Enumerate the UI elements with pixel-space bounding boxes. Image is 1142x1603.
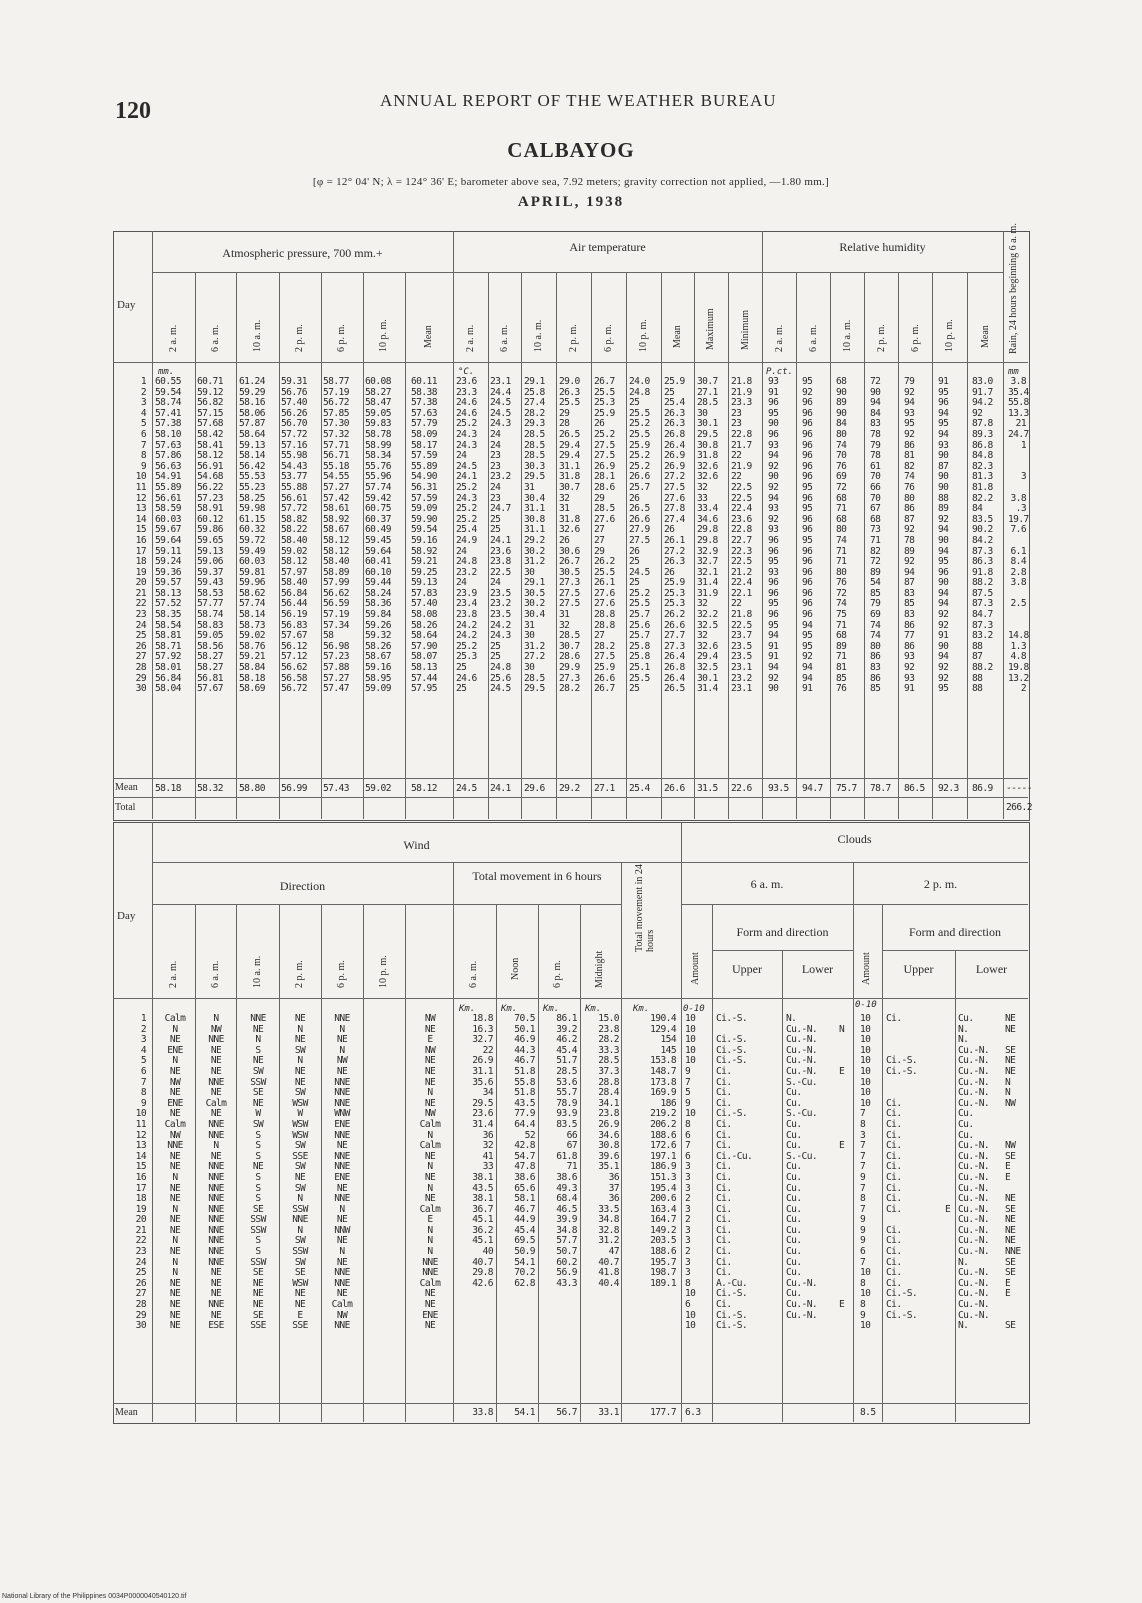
temp-2am-column: 23.6 23.3 24.6 24.6 25.2 24.3 24.3 24 24.5 24.1 25.2 24.3 25.2 25.2 25.4 24.9 24 24.8 23.2 24 23.9 23.4 23.8 24.2 24.2 25.2 25.3 25 24.6 25 bbox=[456, 376, 477, 695]
lower-day-column: 1 2 3 4 5 6 7 8 9 10 11 12 13 14 15 16 17 18 19 20 21 22 23 24 25 26 27 28 29 30 bbox=[135, 1013, 146, 1332]
unit-km-noon: Km. bbox=[501, 1004, 518, 1014]
lower-2pm-label: Lower bbox=[975, 962, 1008, 976]
cloud-upper-6am-column: Ci.-S. Ci.-S. Ci.-S. Ci.-S. Ci. Ci. Ci. Ci. Ci.-S. Ci. Ci. Ci. Ci.-Cu. Ci. Ci. Ci. Ci. Ci. Ci. Ci. Ci. Ci. Ci. Ci. A.-Cu. Ci.-S. Ci. Ci.-S. Ci.-S. bbox=[716, 1013, 753, 1332]
mean-rh-2pm: 78.7 bbox=[870, 783, 891, 794]
pressure-hour-2am: 2 a. m. bbox=[168, 324, 179, 352]
upper-total-label: Total bbox=[115, 802, 136, 813]
mean-temp-mean: 26.6 bbox=[664, 783, 685, 794]
movement-24h-label: Total movement in 24 hours bbox=[634, 864, 656, 952]
temp-hour-2am: 2 a. m. bbox=[465, 324, 476, 352]
dir-hour-10pm: 10 p. m. bbox=[378, 955, 389, 988]
temp-max-column: 30.7 27.1 28.5 30 30.1 29.5 30.8 31.8 32.6 32.6 32 33 33.4 34.6 29.8 29.8 32.9 32.7 32.1 31.4 31.9 32 32.2 32.5 32 32.6 29.4 32.5 30.1 31.4 bbox=[697, 376, 718, 695]
total-rain: 266.2 bbox=[1006, 802, 1032, 813]
rh-hour-6am: 6 a. m. bbox=[808, 324, 819, 352]
unit-rain: mm bbox=[1008, 367, 1019, 377]
upper-2pm-label: Upper bbox=[903, 962, 934, 976]
cloud-lower-6am-column: N. Cu.-N. Cu.-N. Cu.-N. Cu.-N. Cu.-N. S.-Cu. Cu. Cu. S.-Cu. Cu. Cu. Cu. S.-Cu. Cu. Cu. Cu. Cu. Cu. Cu. Cu. Cu. Cu. Cu. Cu. Cu.-N. Cu. Cu.-N. Cu.-N. bbox=[786, 1013, 818, 1321]
temp-hour-2pm: 2 p. m. bbox=[568, 324, 579, 352]
mean-cloud-amount-2pm: 8.5 bbox=[860, 1407, 876, 1418]
temp-hour-10pm: 10 p. m. bbox=[638, 319, 649, 352]
move-6am-column: 18.8 16.3 32.7 22 26.9 31.1 35.6 34 29.5 23.6 31.4 36 32 41 33 38.1 43.5 38.1 36.7 45.1 36.2 45.1 40 40.7 29.8 42.6 bbox=[472, 1013, 493, 1289]
cloud-upper-2pm-column: Ci. Ci.-S. Ci.-S. Ci. Ci. Ci. Ci. Ci. Ci. Ci. Ci. Ci. Ci. Ci. Ci. Ci. Ci. Ci. Ci. Ci. Ci.-S. Ci. Ci.-S. bbox=[886, 1013, 918, 1321]
mean-move-midnight: 33.1 bbox=[598, 1407, 619, 1418]
report-month: APRIL, 1938 bbox=[517, 194, 625, 210]
upper-6am-label: Upper bbox=[732, 962, 762, 976]
temp-mean-column: 25.9 25 25.4 26.3 26.3 26.8 26.4 26.9 26.9 27.2 27.5 27.6 27.8 27.4 26 26.1 27.2 26.3 26 25.9 25.3 25.3 26.2 26.6 27.7 27.3 26.4 26.8 26.4 26.5 bbox=[664, 376, 685, 695]
pressure-10pm-column: 60.08 58.27 58.47 59.05 59.83 58.78 58.99 58.34 55.76 55.96 57.74 59.42 60.75 60.37 60.49 59.45 59.64 60.41 60.10 59.44 58.24 58.36 59.84 59.26 59.32 58.26 58.67 59.16 58.95 59.09 bbox=[365, 376, 391, 695]
mean-cloud-amount-6am: 6.3 bbox=[685, 1407, 701, 1418]
station-title: CALBAYOG bbox=[507, 138, 635, 162]
dir-hour-2pm: 2 p. m. bbox=[294, 960, 305, 988]
movement-6h-label: Total movement in 6 hours bbox=[472, 869, 602, 883]
mean-temp-min: 22.6 bbox=[731, 783, 752, 794]
upper-mean-label: Mean bbox=[115, 782, 138, 793]
dir-2am-column: Calm N NE ENE N NE NW NE ENE NE Calm NW NNE NE NE N NE NE N NE NE N NE N N NE NE NE NE NE bbox=[164, 1013, 186, 1332]
cloud-amount-2pm-column: 10 10 10 10 10 10 10 10 10 7 8 3 7 7 7 9 7 8 7 9 9 9 6 7 10 8 10 8 9 10 bbox=[860, 1013, 871, 1332]
rain-column: 3.8 35.4 55.8 13.3 21 24.7 1 3 3.8 .3 19.7 7.6 6.1 8.4 2.8 3.8 2.5 14.8 1.3 4.8 19.8 13.2 2 bbox=[1008, 376, 1029, 695]
rh-2am-column: 93 91 96 95 90 96 93 94 92 90 92 94 93 92 93 96 96 95 93 96 96 95 96 95 94 91 91 94 92 90 bbox=[768, 376, 779, 695]
mean-pressure-10pm: 59.02 bbox=[365, 783, 391, 794]
cloud-lower-6am-direction: N E E E bbox=[839, 1023, 845, 1311]
lower-mean-label: Mean bbox=[115, 1407, 138, 1418]
rh-hour-2pm: 2 p. m. bbox=[876, 324, 887, 352]
dir-hour-6pm: 6 p. m. bbox=[336, 960, 347, 988]
rh-mean-column: 83.0 91.7 94.2 92 87.8 89.3 86.8 84.8 82.3 81.3 81.8 82.2 84 83.5 90.2 84.2 87.3 86.3 91.8 88.2 87.5 87.3 84.7 87.3 83.2 88 87 88.2 88 88 bbox=[972, 376, 993, 695]
temp-hour-10am: 10 a. m. bbox=[533, 319, 544, 352]
dir-10pm-column: NW NE E NW NE NE NE N NE NW Calm N Calm NE N NE N NE Calm E N N N NNE NNE Calm NE NE ENE NE bbox=[419, 1013, 441, 1332]
temp-10pm-column: 24.0 24.8 25 25.5 25.2 25.5 25.9 25.2 25.2 26.6 25.7 26 26.5 26.6 27.9 27.5 26 25 24.5 25 25.2 25.5 25.7 25.6 25.7 25.8 25.8 25.1 25.5 25 bbox=[629, 376, 650, 695]
clouds-6am-label: 6 a. m. bbox=[750, 877, 784, 891]
temp-min-column: 21.8 21.9 23.3 23 23 22.8 21.7 22 21.9 22 22.5 22.5 22.4 23.6 22.8 22.7 22.3 22.5 21.2 22.4 22.1 22 21.8 22.5 23.7 23.5 23.5 23.1 23.2 23.1 bbox=[731, 376, 752, 695]
mean-rh-2am: 93.5 bbox=[768, 783, 789, 794]
day-header: Day bbox=[117, 299, 136, 311]
move-hour-noon: Noon bbox=[510, 957, 521, 980]
mean-temp-6am: 24.1 bbox=[490, 783, 511, 794]
mean-temp-2am: 24.5 bbox=[456, 783, 477, 794]
rh-6am-column: 95 92 96 96 96 96 96 96 96 96 95 96 95 96 96 95 96 96 96 96 96 96 96 94 95 95 92 94 94 91 bbox=[802, 376, 813, 695]
move-6pm-column: 86.1 39.2 46.2 45.4 51.7 28.5 53.6 55.7 78.9 93.9 83.5 66 67 61.8 71 38.6 49.3 68.4 46.5 39.9 34.8 57.7 50.7 60.2 56.9 43.3 bbox=[556, 1013, 577, 1289]
mean-temp-2pm: 29.2 bbox=[559, 783, 580, 794]
unit-pressure: mm. bbox=[158, 367, 175, 377]
mean-move-6pm: 56.7 bbox=[556, 1407, 577, 1418]
mean-rh-10am: 75.7 bbox=[836, 783, 857, 794]
mean-rh-10pm: 92.3 bbox=[938, 783, 959, 794]
temp-2pm-column: 29.0 26.3 25.5 29 28 26.5 29.4 29.4 31.1 31.8 30.7 32 31 31.8 32.6 26 30.6 26.7 30.5 27.3 27.5 27.5 31 32 28.5 30.7 28.6 29.9 27.3 28.2 bbox=[559, 376, 580, 695]
temp-6am-column: 23.1 24.4 24.5 24.5 24.3 24 24 23 23 23.2 24 23 24.7 25 25 24.1 23.6 23.8 22.5 24 23.5 23.2 23.5 24.2 24.3 25 25 24.8 25.6 24.5 bbox=[490, 376, 511, 695]
clouds-2pm-label: 2 p. m. bbox=[923, 877, 958, 891]
station-coordinates: [φ = 12° 04' N; λ = 124° 36' E; barometer above sea, 7.92 meters; gravity correction not applied, —1.80 mm.] bbox=[312, 176, 830, 188]
temp-mean-header: Mean bbox=[672, 325, 683, 348]
dir-hour-10am: 10 a. m. bbox=[252, 955, 263, 988]
pressure-hour-10am: 10 a. m. bbox=[252, 319, 263, 352]
rain-header: Rain, 24 hours beginning 6 a. m. bbox=[1008, 223, 1019, 354]
rh-2pm-column: 72 90 94 84 83 78 79 78 61 70 66 70 67 68 73 71 82 72 89 54 85 79 69 74 74 80 86 83 86 85 bbox=[870, 376, 881, 695]
running-head: ANNUAL REPORT OF THE WEATHER BUREAU bbox=[380, 91, 777, 110]
direction-label: Direction bbox=[279, 879, 326, 893]
temp-hour-6am: 6 a. m. bbox=[499, 324, 510, 352]
temp-minimum-header: Minimum bbox=[740, 309, 751, 350]
rh-hour-2am: 2 a. m. bbox=[774, 324, 785, 352]
pressure-hour-10pm: 10 p. m. bbox=[378, 319, 389, 352]
mean-rh-6pm: 86.5 bbox=[904, 783, 925, 794]
move-noon-column: 70.5 50.1 46.9 44.3 46.7 51.8 55.8 51.8 43.5 77.9 64.4 52 42.8 54.7 47.8 38.6 65.6 58.1 46.7 44.9 45.4 69.5 50.9 54.1 70.2 62.8 bbox=[514, 1013, 535, 1289]
pressure-mean-header: Mean bbox=[423, 325, 434, 348]
mean-temp-10am: 29.6 bbox=[524, 783, 545, 794]
mean-pressure-6am: 58.32 bbox=[197, 783, 223, 794]
temp-maximum-header: Maximum bbox=[705, 308, 716, 350]
move-hour-6pm: 6 p. m. bbox=[552, 960, 563, 988]
move-midnight-column: 15.0 23.8 28.2 33.3 28.5 37.3 28.8 28.4 34.1 23.8 26.9 34.6 30.8 39.6 35.1 36 37 36 33.5 34.8 32.8 31.2 47 40.7 41.8 40.4 bbox=[598, 1013, 619, 1289]
page-number: 120 bbox=[115, 98, 151, 124]
amount-6am-header: Amount bbox=[690, 952, 701, 985]
cloud-lower-2pm-column: Cu. N. N. Cu.-N. Cu.-N. Cu.-N. Cu.-N. Cu.-N. Cu.-N. Cu. Cu. Cu. Cu.-N. Cu.-N. Cu.-N. Cu.-N. Cu.-N. Cu.-N. Cu.-N. Cu.-N. Cu.-N. Cu.-N. Cu.-N. N. Cu.-N. Cu.-N. Cu.-N. Cu.-N. Cu.-N. N. bbox=[958, 1013, 990, 1332]
cloud-upper-2pm-direction: E bbox=[945, 1203, 951, 1215]
dir-hour-2am: 2 a. m. bbox=[168, 960, 179, 988]
rh-hour-6pm: 6 p. m. bbox=[910, 324, 921, 352]
pressure-2am-column: 60.55 59.54 58.74 57.41 57.38 58.10 57.63 57.86 56.63 54.91 55.89 56.61 58.59 60.03 59.67 59.64 59.11 59.24 59.36 59.57 58.13 57.52 58.35 58.54 58.81 58.71 57.92 58.01 56.84 58.04 bbox=[155, 376, 181, 695]
mean-rh-mean: 86.9 bbox=[972, 783, 993, 794]
rh-hour-10pm: 10 p. m. bbox=[944, 319, 955, 352]
cloud-lower-2pm-direction: NE NE SE NE NE N N NW NW SE E E NE SE NE NE NE NNE SE SE E E SE bbox=[1005, 1013, 1021, 1332]
mean-move-24h: 177.7 bbox=[650, 1407, 676, 1418]
pressure-10am-column: 61.24 59.29 58.16 58.06 57.87 58.64 59.13 58.14 56.42 55.53 55.23 58.25 59.98 61.15 60.32 59.72 59.49 60.03 59.81 59.96 58.62 57.74 58.14 58.73 59.02 58.76 59.21 58.84 58.18 58.69 bbox=[239, 376, 265, 695]
mean-pressure-6pm: 57.43 bbox=[323, 783, 349, 794]
pressure-6pm-column: 58.77 57.19 56.72 57.85 57.30 57.32 57.71 56.71 55.18 54.55 57.27 57.42 58.61 58.92 58.67 58.12 58.12 58.40 58.89 57.99 56.62 56.59 57.19 57.34 58 56.98 57.23 57.88 57.27 57.47 bbox=[323, 376, 349, 695]
mean-pressure-mean: 58.12 bbox=[411, 783, 437, 794]
mean-pressure-2am: 58.18 bbox=[155, 783, 181, 794]
temp-10am-column: 29.1 25.8 27.4 28.2 29.3 28.5 28.5 28.5 30.3 29.5 31 30.4 31.1 30.8 31.1 29.2 30.2 31.2 30 29.1 30.5 30.2 30.4 31 30 31.2 27.2 30 28.5 29.5 bbox=[524, 376, 545, 695]
form-direction-6am-label: Form and direction bbox=[736, 925, 829, 939]
dir-hour-6am: 6 a. m. bbox=[210, 960, 221, 988]
mean-move-6am: 33.8 bbox=[472, 1407, 493, 1418]
move-hour-midnight: Midnight bbox=[594, 950, 605, 988]
pressure-6am-column: 60.71 59.12 56.82 57.15 57.68 58.42 58.41 58.12 56.91 54.68 56.22 57.23 58.91 60.12 59.86 59.65 59.13 59.06 59.37 59.43 58.53 57.77 58.74 58.83 59.05 58.56 58.27 58.27 56.81 57.67 bbox=[197, 376, 223, 695]
dir-10am-column: NNE NE N S NE SW SSW SE NE W SW S S S NE S S S SE SSW SSW S S SSW SE NE NE NE SE SSE bbox=[250, 1013, 266, 1332]
mean-temp-max: 31.5 bbox=[697, 783, 718, 794]
cloud-amount-6am-column: 10 10 10 10 10 9 7 5 9 10 8 6 7 6 3 3 3 2 3 2 3 3 2 3 3 8 10 6 10 10 bbox=[685, 1013, 696, 1332]
temp-hour-6pm: 6 p. m. bbox=[603, 324, 614, 352]
unit-temperature: °C. bbox=[458, 367, 475, 377]
mean-move-noon: 54.1 bbox=[514, 1407, 535, 1418]
rh-10pm-column: 91 95 96 94 95 94 93 90 87 90 90 88 89 92 94 90 94 95 96 90 94 94 92 92 91 90 94 92 92 95 bbox=[938, 376, 949, 695]
pressure-hour-6am: 6 a. m. bbox=[210, 324, 221, 352]
upper-day-column: 1 2 3 4 5 6 7 8 9 10 11 12 13 14 15 16 17 18 19 20 21 22 23 24 25 26 27 28 29 30 bbox=[135, 376, 146, 695]
unit-km-6am: Km. bbox=[459, 1004, 476, 1014]
air-temperature-group-label: Air temperature bbox=[569, 240, 646, 254]
wind-group-label: Wind bbox=[403, 838, 430, 852]
rh-hour-10am: 10 a. m. bbox=[842, 319, 853, 352]
unit-km-total: Km. bbox=[633, 1004, 650, 1014]
lower-day-header: Day bbox=[117, 910, 136, 922]
dir-6pm-column: NNE N NE N NW NE NNE NNE NNE WNW ENE NNE NE NNE NNE ENE NE NNE N NE NNW NE N NE NNE NNE NE Calm NW NNE bbox=[331, 1013, 353, 1332]
clouds-group-label: Clouds bbox=[837, 832, 872, 846]
mean-pressure-2pm: 56.99 bbox=[281, 783, 307, 794]
dir-2pm-column: NE N NE SW N NE NE SW WSW W WSW WSW SW SSE SW NE SW N SSW NNE N SW SSW SW SE WSW NE NE E SSE bbox=[292, 1013, 308, 1332]
mean-temp-6pm: 27.1 bbox=[594, 783, 615, 794]
amount-2pm-header: Amount bbox=[861, 952, 872, 985]
rh-6pm-column: 79 92 94 93 95 92 86 81 82 74 76 80 86 87 92 78 89 92 94 87 83 85 83 86 77 86 93 92 93 91 bbox=[904, 376, 915, 695]
rh-mean-header: Mean bbox=[980, 325, 991, 348]
unit-amount-6am: 0-10 bbox=[683, 1004, 705, 1014]
mean-rh-6am: 94.7 bbox=[802, 783, 823, 794]
pressure-mean-column: 60.11 58.38 57.38 57.63 57.79 58.09 58.17 57.59 55.89 54.90 56.31 57.59 59.09 59.90 59.54 59.16 58.92 59.21 59.25 59.13 57.83 57.40 58.08 58.26 58.64 57.90 58.07 58.13 57.44 57.95 bbox=[411, 376, 437, 695]
dir-6am-column: N NW NNE NE NE NE NNE NE Calm NE NNE NNE N NE NNE NNE NNE NNE NNE NNE NNE NNE NNE NNE NE NE NE NNE NE ESE bbox=[205, 1013, 227, 1332]
mean-rain-dashes: ----- bbox=[1006, 783, 1032, 794]
move-24h-column: 190.4 129.4 154 145 153.8 148.7 173.8 169.9 186 219.2 206.2 188.6 172.6 197.1 186.9 151.3 195.4 200.6 163.4 164.7 149.2 203.5 188.6 195.7 198.7 189.1 bbox=[650, 1013, 676, 1289]
temp-6pm-column: 26.7 25.5 25.3 25.9 26 25.2 27.5 27.5 26.9 28.1 28.6 29 28.5 27.6 27 27 29 26.2 25.5 26.1 27.6 27.6 28.8 28.8 27 28.2 27.5 25.9 26.6 26.7 bbox=[594, 376, 615, 695]
form-direction-2pm-label: Form and direction bbox=[909, 925, 1001, 939]
unit-km-6pm: Km. bbox=[543, 1004, 560, 1014]
unit-humidity: P.ct. bbox=[766, 367, 794, 377]
relative-humidity-group-label: Relative humidity bbox=[839, 240, 926, 254]
unit-amount-2pm: 0-10 bbox=[855, 1000, 877, 1010]
pressure-2pm-column: 59.31 56.76 57.40 56.26 56.70 57.72 57.16 55.98 54.43 53.77 55.88 56.61 57.72 58.82 58.22 58.40 59.02 58.12 57.97 58.40 56.84 56.44 56.19 56.83 57.67 56.12 57.12 56.62 56.58 56.72 bbox=[281, 376, 307, 695]
lower-6am-label: Lower bbox=[801, 962, 834, 976]
pressure-hour-6pm: 6 p. m. bbox=[336, 324, 347, 352]
scan-footer: National Library of the Philippines 0034P0000040540120.tif bbox=[2, 1593, 187, 1600]
mean-temp-10pm: 25.4 bbox=[629, 783, 650, 794]
rh-10am-column: 68 90 89 90 84 80 74 70 76 69 72 68 71 68 80 74 71 71 80 76 72 74 75 71 68 89 71 81 85 76 bbox=[836, 376, 847, 695]
mean-pressure-10am: 58.80 bbox=[239, 783, 265, 794]
move-hour-6am: 6 a. m. bbox=[468, 960, 479, 988]
pressure-group-label: Atmospheric pressure, 700 mm.+ bbox=[222, 246, 383, 260]
unit-km-midnight: Km. bbox=[585, 1004, 602, 1014]
pressure-hour-2pm: 2 p. m. bbox=[294, 324, 305, 352]
